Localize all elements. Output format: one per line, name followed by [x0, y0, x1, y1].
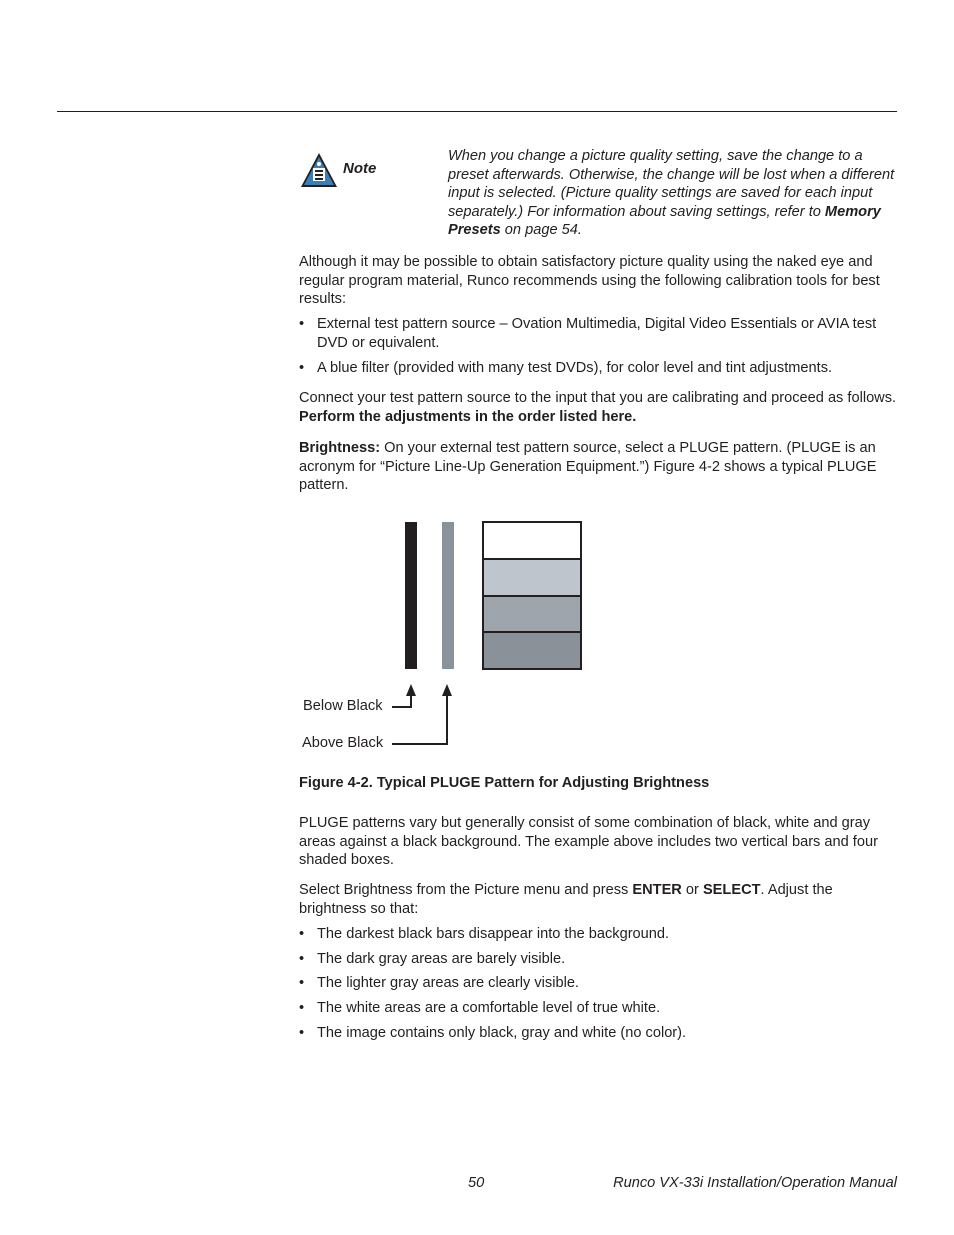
- pluge-box-light-gray: [483, 559, 581, 596]
- above-black-leader: [392, 691, 447, 744]
- pluge-description-paragraph: PLUGE patterns vary but generally consist of some combination of black, white and gray areas against a black background. The example above includes two vertical bars and four shaded boxes.: [299, 815, 878, 869]
- list-item: • The lighter gray areas are clearly visible.: [299, 974, 899, 993]
- note-text: When you change a picture quality setting, save the change to a preset afterwards. Otherwise, the change will be lost when a different input is selected. (Picture quality settings are saved for each input separately.) For information about saving settings, refer to Memory Presets on page 54.: [448, 148, 895, 239]
- above-black-label: Above Black: [302, 735, 384, 751]
- pluge-box-white: [483, 522, 581, 559]
- connect-paragraph: Connect your test pattern source to the input that you are calibrating and proceed as follows. Perform the adjustments in the order listed here.: [299, 390, 897, 425]
- above-black-bar: [442, 522, 454, 669]
- pluge-pattern: [295, 515, 595, 755]
- list-item: • The darkest black bars disappear into the background.: [299, 925, 899, 944]
- below-black-bar: [405, 522, 417, 669]
- figure-caption: Figure 4-2. Typical PLUGE Pattern for Adjusting Brightness: [299, 775, 710, 791]
- header-rule: [57, 111, 897, 112]
- list-item: • The dark gray areas are barely visible.: [299, 950, 899, 969]
- list-item: • The white areas are a comfortable level of true white.: [299, 999, 899, 1018]
- pluge-box-dark-gray: [483, 632, 581, 669]
- below-black-label: Below Black: [303, 698, 383, 714]
- pluge-figure: [295, 515, 595, 755]
- above-black-arrow-icon: [442, 684, 452, 696]
- brightness-paragraph: Brightness: On your external test pattern source, select a PLUGE pattern. (PLUGE is an acronym for “Picture Line-Up Generation Equipment.”) Figure 4-2 shows a typical PLUGE pattern.: [299, 440, 877, 494]
- select-brightness-paragraph: Select Brightness from the Picture menu and press ENTER or SELECT. Adjust the brightness so that:: [299, 882, 833, 917]
- note-warning-icon: [300, 152, 338, 188]
- manual-title: Runco VX-33i Installation/Operation Manual: [613, 1175, 897, 1191]
- below-black-arrow-icon: [406, 684, 416, 696]
- note-label: Note: [343, 160, 377, 177]
- intro-paragraph: Although it may be possible to obtain satisfactory picture quality using the naked eye and regular program material, Runco recommends using the following calibration tools for best results:: [299, 254, 880, 308]
- pluge-box-mid-gray: [483, 596, 581, 632]
- memory-presets-link[interactable]: Memory Presets: [448, 203, 881, 239]
- page-number: 50: [468, 1175, 485, 1191]
- list-item: • The image contains only black, gray and white (no color).: [299, 1024, 899, 1043]
- list-item: • External test pattern source – Ovation Multimedia, Digital Video Essentials or AVIA test DVD or equivalent.: [299, 315, 899, 352]
- list-item: • A blue filter (provided with many test DVDs), for color level and tint adjustments.: [299, 359, 899, 378]
